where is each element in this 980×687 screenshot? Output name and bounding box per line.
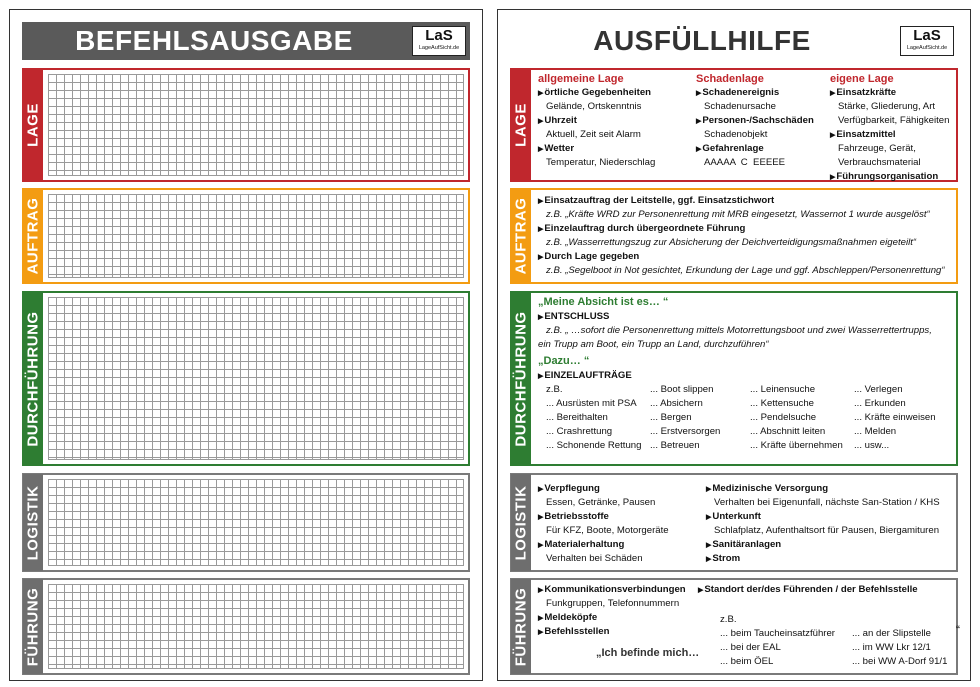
tab-label: LOGISTIK — [24, 485, 42, 560]
list-item: ... Schonende Rettung — [546, 440, 642, 451]
durchfuehrung-content — [538, 295, 952, 462]
dazu-heading: „Dazu… “ — [538, 355, 590, 367]
ausfuellhilfe-sheet — [497, 9, 971, 681]
section-tab — [511, 189, 531, 283]
writing-grid[interactable] — [48, 194, 464, 278]
arrow-icon: ▶ — [538, 314, 544, 321]
list-item: Verfügbarkeit, Fähigkeiten — [838, 115, 950, 126]
logistik-content — [538, 482, 952, 568]
list-item: Fahrzeuge, Gerät, — [838, 143, 916, 154]
list-item: ▶Durch Lage gegeben — [538, 251, 640, 262]
writing-grid[interactable] — [48, 74, 464, 176]
arrow-icon: ▶ — [538, 198, 544, 205]
list-item: ... Leinensuche — [750, 384, 816, 395]
list-item: ▶Einzelauftrag durch übergeordnete Führung — [538, 223, 746, 234]
list-item: ▶Wetter — [538, 143, 575, 154]
list-item: ... beim ÖEL — [720, 656, 774, 667]
section-auftrag — [22, 188, 470, 284]
section-fuehrung — [510, 578, 958, 675]
arrow-icon: ▶ — [538, 629, 544, 636]
list-item: ... bei der EAL — [720, 642, 781, 653]
list-item: ▶Einsatzmittel — [830, 129, 896, 140]
tab-label: DURCHFÜHRUNG — [512, 310, 530, 447]
lage-content — [538, 72, 952, 182]
arrow-icon: ▶ — [706, 542, 712, 549]
list-item: z.B. „Kräfte WRD zur Personenrettung mit MRB eingesetzt, Wassernot 1 wurde ausgelöst“ — [546, 209, 930, 220]
list-item: z.B. „Wasserrettungszug zur Absicherung der Deichverteidigungsmaßnahmen eigeteilt“ — [546, 237, 917, 248]
section-auftrag — [510, 188, 958, 284]
list-item: ... Absichern — [650, 398, 703, 409]
list-item: ▶Personen-/Sachschäden — [696, 115, 814, 126]
arrow-icon: ▶ — [538, 486, 544, 493]
ich-befinde-mich: „Ich befinde mich… — [596, 647, 700, 659]
list-item: Verhalten bei Schäden — [546, 553, 643, 564]
section-logistik — [22, 473, 470, 572]
arrow-icon: ▶ — [538, 615, 544, 622]
list-item: z.B. „Segelboot in Not gesichtet, Erkundung der Lage und ggf. Abschleppen/Personenrettung“ — [546, 265, 945, 276]
title-bar — [510, 22, 958, 60]
writing-grid[interactable] — [48, 297, 464, 460]
arrow-icon: ▶ — [538, 118, 544, 125]
section-lage — [510, 68, 958, 182]
list-item: ▶Schadenereignis — [696, 87, 780, 98]
las-logo — [412, 26, 466, 56]
list-item: ▶Betriebsstoffe — [538, 511, 609, 522]
section-tab — [23, 474, 43, 571]
arrow-icon: ▶ — [706, 514, 712, 521]
arrow-icon: ▶ — [830, 90, 836, 97]
list-item: ... Verlegen — [854, 384, 903, 395]
list-item: ▶Kommunikationsverbindungen — [538, 584, 686, 595]
section-durchfuehrung — [22, 291, 470, 466]
section-logistik — [510, 473, 958, 572]
list-item: ... Betreuen — [650, 440, 700, 451]
list-item: AAAAA C EEEEE — [704, 157, 786, 168]
list-item: ... Erstversorgen — [650, 426, 721, 437]
list-item: ▶Meldeköpfe — [538, 612, 598, 623]
list-item: ... Kräfte einweisen — [854, 412, 936, 423]
list-item: ▶EINZELAUFTRÄGE — [538, 370, 632, 381]
logo-text: LaS — [425, 27, 453, 44]
tab-label: DURCHFÜHRUNG — [24, 310, 42, 447]
tab-label: FÜHRUNG — [24, 587, 42, 666]
col-head-schaden: Schadenlage — [696, 73, 764, 85]
list-item: ▶Standort der/des Führenden / der Befehlsstelle — [698, 584, 918, 595]
list-item: ... usw... — [854, 440, 890, 451]
arrow-icon: ▶ — [538, 226, 544, 233]
list-item: ▶Medizinische Versorgung — [706, 483, 829, 494]
logo-url: LageAufSicht.de — [906, 45, 948, 51]
list-item: ... Bergen — [650, 412, 692, 423]
list-item: ▶Verpflegung — [538, 483, 600, 494]
list-item: Essen, Getränke, Pausen — [546, 497, 656, 508]
list-item: ▶örtliche Gegebenheiten — [538, 87, 652, 98]
list-item: Verhalten bei Eigenunfall, nächste San-Station / KHS — [714, 497, 940, 508]
section-tab — [23, 69, 43, 181]
arrow-icon: ▶ — [538, 587, 544, 594]
list-item: Stärke, Gliederung, Art — [838, 101, 936, 112]
logo-url: LageAufSicht.de — [418, 45, 460, 51]
list-item: Schadenursache — [704, 101, 777, 112]
section-tab — [23, 292, 43, 465]
list-item: ... bei WW A-Dorf 91/1 — [852, 656, 948, 667]
list-item: ▶Einsatzauftrag der Leitstelle, ggf. Einsatzstichwort — [538, 195, 775, 206]
logo-text: LaS — [913, 27, 941, 44]
list-item: ... im WW Lkr 12/1 — [852, 642, 931, 653]
list-item: ▶Materialerhaltung — [538, 539, 625, 550]
closing-quote: “ — [956, 623, 960, 637]
list-item: Aktuell, Zeit seit Alarm — [546, 129, 641, 140]
list-item: Schlafplatz, Aufenthaltsort für Pausen, Biergamituren — [714, 525, 940, 536]
list-item: z.B. „ …sofort die Personenrettung mittels Motorrettungsboot und zwei Wasserrettertrupps, — [546, 325, 932, 336]
arrow-icon: ▶ — [538, 254, 544, 261]
list-item: z.B. — [720, 614, 737, 625]
list-item: Verbrauchsmaterial — [838, 157, 921, 168]
arrow-icon: ▶ — [830, 174, 836, 181]
section-fuehrung — [22, 578, 470, 675]
arrow-icon: ▶ — [538, 90, 544, 97]
arrow-icon: ▶ — [706, 486, 712, 493]
list-item: ▶Befehlsstellen — [538, 626, 610, 637]
list-item: ▶Sanitäranlagen — [706, 539, 782, 550]
list-item: Für KFZ, Boote, Motorgeräte — [546, 525, 669, 536]
list-item: ▶Einsatzkräfte — [830, 87, 897, 98]
page-title: BEFEHLSAUSGABE — [75, 25, 353, 56]
tab-label: LAGE — [24, 103, 42, 147]
section-tab — [23, 579, 43, 674]
tab-label: LAGE — [512, 103, 530, 147]
arrow-icon: ▶ — [830, 132, 836, 139]
list-item: ... Boot slippen — [650, 384, 714, 395]
section-tab — [511, 474, 531, 571]
list-item: ▶Strom — [706, 553, 741, 564]
arrow-icon: ▶ — [538, 373, 544, 380]
list-item: ▶ENTSCHLUSS — [538, 311, 610, 322]
list-item: z.B. — [546, 384, 563, 395]
fuehrung-content — [538, 583, 960, 671]
tab-label: AUFTRAG — [512, 197, 530, 275]
list-item: ... Kräfte übernehmen — [750, 440, 843, 451]
arrow-icon: ▶ — [538, 542, 544, 549]
arrow-icon: ▶ — [698, 587, 704, 594]
writing-grid[interactable] — [48, 584, 464, 669]
section-tab — [511, 292, 531, 465]
list-item: ... an der Slipstelle — [852, 628, 931, 639]
list-item: ... Melden — [854, 426, 897, 437]
list-item: Schadenobjekt — [704, 129, 768, 140]
tab-label: FÜHRUNG — [512, 587, 530, 666]
arrow-icon: ▶ — [538, 514, 544, 521]
list-item: ... Crashrettung — [546, 426, 613, 437]
tab-label: AUFTRAG — [24, 197, 42, 275]
list-item: ... Erkunden — [854, 398, 906, 409]
arrow-icon: ▶ — [696, 90, 702, 97]
list-item: Funkgruppen, Telefonnummern — [546, 598, 680, 609]
arrow-icon: ▶ — [696, 146, 702, 153]
arrow-icon: ▶ — [696, 118, 702, 125]
auftrag-content — [538, 194, 952, 280]
las-logo — [900, 26, 954, 56]
section-lage — [22, 68, 470, 182]
list-item: ein Trupp am Boot, ein Trupp an Land, durchzuführen“ — [538, 339, 769, 350]
page-title: AUSFÜLLHILFE — [593, 25, 811, 56]
list-item: ▶Führungsorganisation — [830, 171, 939, 182]
list-item: ... Kettensuche — [750, 398, 814, 409]
list-item: Gelände, Ortskenntnis — [546, 101, 642, 112]
arrow-icon: ▶ — [706, 556, 712, 563]
section-tab — [511, 69, 531, 181]
tab-label: LOGISTIK — [512, 485, 530, 560]
section-durchfuehrung — [510, 291, 958, 466]
col-head-allgemein: allgemeine Lage — [538, 73, 624, 85]
list-item: ... Pendelsuche — [750, 412, 817, 423]
section-tab — [23, 189, 43, 283]
arrow-icon: ▶ — [538, 146, 544, 153]
title-bar — [22, 22, 470, 60]
list-item: ... beim Taucheinsatzführer — [720, 628, 836, 639]
list-item: ▶Unterkunft — [706, 511, 761, 522]
list-item: ... Abschnitt leiten — [750, 426, 826, 437]
list-item: ▶Uhrzeit — [538, 115, 577, 126]
befehlsausgabe-sheet — [9, 9, 483, 681]
absicht-heading: „Meine Absicht ist es… “ — [538, 296, 669, 308]
list-item: ▶Gefahrenlage — [696, 143, 764, 154]
list-item: ... Bereithalten — [546, 412, 608, 423]
col-head-eigen: eigene Lage — [830, 73, 894, 85]
writing-grid[interactable] — [48, 479, 464, 566]
list-item: Temperatur, Niederschlag — [546, 157, 656, 168]
section-tab — [511, 579, 531, 674]
list-item: ... Ausrüsten mit PSA — [546, 398, 637, 409]
